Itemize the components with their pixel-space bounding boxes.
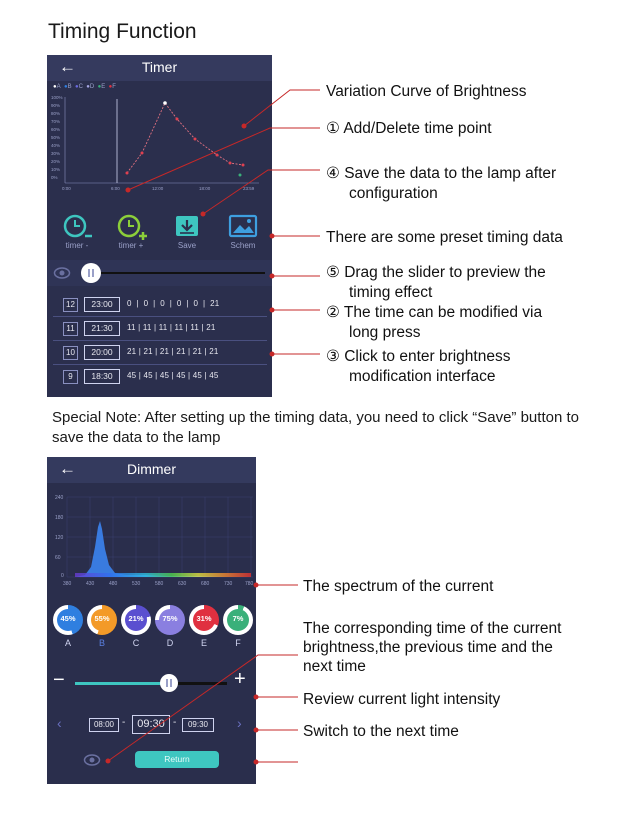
x-tick: 580 xyxy=(155,581,164,587)
y-tick: 100% xyxy=(51,95,63,100)
curve-point xyxy=(229,162,232,165)
timer-header xyxy=(47,55,272,81)
row-values[interactable]: 0 | 0 | 0 | 0 | 0 | 21 xyxy=(127,299,220,308)
x-tick: 630 xyxy=(178,581,187,587)
channel-row xyxy=(47,605,256,653)
channel-label: F xyxy=(235,638,241,648)
curve-point xyxy=(194,138,197,141)
y-tick: 60 xyxy=(55,555,61,561)
legend-a: ●A xyxy=(53,84,61,90)
spectrum-x-labels xyxy=(63,581,254,587)
channel-c-dial[interactable] xyxy=(121,605,151,635)
callout-drag-2: timing effect xyxy=(349,284,433,301)
curve-point xyxy=(216,154,219,157)
timer-screen xyxy=(47,55,272,397)
return-label: Return xyxy=(164,754,190,764)
timer-plus-button[interactable] xyxy=(109,213,153,253)
timing-row[interactable] xyxy=(47,343,271,363)
callout-add-delete: ① Add/Delete time point xyxy=(326,120,492,137)
next-time-box[interactable]: 09:30 xyxy=(182,718,214,732)
callout-save-2: configuration xyxy=(349,185,438,202)
prev-time-box[interactable]: 08:00 xyxy=(89,718,119,732)
preview-slider-handle[interactable] xyxy=(81,263,101,283)
y-tick: 240 xyxy=(55,495,64,501)
time-nav-row xyxy=(47,713,256,737)
channel-percent: 7% xyxy=(232,614,244,623)
channel-label: E xyxy=(200,638,207,648)
channel-percent: 31% xyxy=(196,614,212,623)
channel-label: D xyxy=(166,638,174,648)
channel-f-dial[interactable] xyxy=(223,605,253,635)
y-tick: 0% xyxy=(51,175,58,180)
y-tick: 10% xyxy=(51,167,61,172)
callout-time-1: ② The time can be modified via xyxy=(326,304,543,321)
channel-percent: 55% xyxy=(94,614,110,623)
return-button[interactable] xyxy=(135,751,219,768)
curve-point xyxy=(242,164,245,167)
spectrum-band xyxy=(75,573,251,577)
scheme-label: Schem xyxy=(230,241,256,250)
y-tick: 120 xyxy=(55,535,64,541)
curve-point xyxy=(141,152,144,155)
clock-minus-icon xyxy=(55,213,99,241)
y-tick: 90% xyxy=(51,103,61,108)
row-divider xyxy=(53,316,267,317)
callout-switch: Switch to the next time xyxy=(303,723,459,740)
x-tick: 530 xyxy=(132,581,141,587)
x-tick: 480 xyxy=(109,581,118,587)
callout-curve: Variation Curve of Brightness xyxy=(326,83,527,100)
row-values[interactable]: 45 | 45 | 45 | 45 | 45 | 45 xyxy=(127,371,219,380)
row-time[interactable]: 20:00 xyxy=(84,345,120,360)
channel-percent: 45% xyxy=(60,614,76,623)
intensity-row xyxy=(47,668,256,695)
y-tick: 180 xyxy=(55,515,64,521)
channel-label: A xyxy=(64,638,71,648)
curve-points xyxy=(126,102,245,175)
special-note: Special Note: After setting up the timing data, you need to click “Save” button to save the data to the lamp xyxy=(52,409,579,446)
current-time-box[interactable]: 09:30 xyxy=(132,715,170,734)
channel-percent: 21% xyxy=(128,614,144,623)
timer-plus-label: timer + xyxy=(118,241,144,250)
channel-a-dial[interactable] xyxy=(53,605,83,635)
legend-c: ●C xyxy=(74,84,83,90)
y-tick: 0 xyxy=(61,573,64,579)
preview-slider-track[interactable] xyxy=(87,272,265,274)
dimmer-screen xyxy=(47,457,256,784)
callout-corr-3: next time xyxy=(303,658,366,675)
scheme-button[interactable] xyxy=(221,213,265,253)
timing-table xyxy=(47,293,272,393)
x-tick: 380 xyxy=(63,581,72,587)
y-tick: 70% xyxy=(51,119,61,124)
arrow-left-icon[interactable]: ← xyxy=(59,459,76,478)
channel-e-dial[interactable] xyxy=(189,605,219,635)
row-index: 9 xyxy=(63,370,78,384)
y-tick: 20% xyxy=(51,159,61,164)
timer-minus-label: timer - xyxy=(65,241,89,250)
plus-button[interactable]: + xyxy=(234,668,246,690)
x-tick: 6:00 xyxy=(111,186,120,191)
brightness-curve xyxy=(127,103,243,173)
callout-spectrum: The spectrum of the current xyxy=(303,578,494,595)
row-index: 10 xyxy=(63,346,78,360)
dimmer-header xyxy=(47,457,256,483)
x-axis-labels xyxy=(62,186,255,191)
legend-e: ●E xyxy=(97,84,106,90)
callout-corr-1: The corresponding time of the current xyxy=(303,620,562,637)
timer-title: Timer xyxy=(141,59,178,75)
next-time-arrow[interactable]: › xyxy=(237,715,242,731)
row-divider xyxy=(53,340,267,341)
curve-point-green xyxy=(239,174,242,177)
channel-percent: 75% xyxy=(162,614,178,623)
save-download-icon xyxy=(165,213,209,241)
x-tick: 680 xyxy=(201,581,210,587)
legend-b: ●B xyxy=(63,84,72,90)
channel-b-dial[interactable] xyxy=(87,605,117,635)
row-values[interactable]: 21 | 21 | 21 | 21 | 21 | 21 xyxy=(127,347,219,356)
row-time[interactable]: 21:30 xyxy=(84,321,120,336)
x-tick: 430 xyxy=(86,581,95,587)
intensity-slider-fill xyxy=(75,682,169,685)
spectrum-curve xyxy=(75,521,227,577)
intensity-slider-handle[interactable] xyxy=(160,674,178,692)
x-tick: 730 xyxy=(224,581,233,587)
page-title: Timing Function xyxy=(48,20,197,43)
callout-review: Review current light intensity xyxy=(303,691,501,708)
legend-f: ●F xyxy=(108,84,116,90)
channel-label: B xyxy=(98,638,105,648)
callout-preset: There are some preset timing data xyxy=(326,229,563,246)
spectrum-chart xyxy=(47,487,256,593)
x-tick: 12:00 xyxy=(152,186,164,191)
clock-plus-icon xyxy=(109,213,153,241)
scheme-image-icon xyxy=(221,213,265,241)
save-button[interactable] xyxy=(165,213,209,253)
curve-point xyxy=(176,118,179,121)
minus-button[interactable]: − xyxy=(53,669,65,691)
brightness-curve-chart xyxy=(47,93,272,193)
eye-icon[interactable] xyxy=(83,753,101,767)
arrow-left-icon[interactable]: ← xyxy=(59,57,76,76)
callout-save-1: ④ Save the data to the lamp after xyxy=(326,165,557,182)
x-tick: 0:00 xyxy=(62,186,71,191)
row-index: 12 xyxy=(63,298,78,312)
y-tick: 50% xyxy=(51,135,61,140)
timing-row[interactable] xyxy=(47,295,271,315)
legend-d: ●D xyxy=(86,84,95,90)
timing-row[interactable] xyxy=(47,319,271,339)
time-dash: - xyxy=(173,717,177,728)
timing-row[interactable] xyxy=(47,367,271,387)
curve-point-white xyxy=(163,101,167,105)
channel-label: C xyxy=(132,638,140,648)
channel-d-dial[interactable] xyxy=(155,605,185,635)
callout-corr-2: brightness,the previous time and the xyxy=(303,639,553,656)
y-axis-labels xyxy=(51,95,63,180)
y-tick: 30% xyxy=(51,151,61,156)
save-label: Save xyxy=(177,241,197,250)
callout-time-2: long press xyxy=(349,324,421,341)
time-dash: - xyxy=(122,717,126,728)
preview-slider-row xyxy=(47,260,272,286)
x-tick: 23:59 xyxy=(243,186,255,191)
dimmer-title: Dimmer xyxy=(127,461,176,477)
timer-minus-button[interactable] xyxy=(55,213,99,253)
row-divider xyxy=(53,364,267,365)
x-tick: 780 xyxy=(245,581,254,587)
callout-click-2: modification interface xyxy=(349,368,496,385)
curve-point xyxy=(126,172,129,175)
callout-click-1: ③ Click to enter brightness xyxy=(326,348,511,365)
callout-drag-1: ⑤ Drag the slider to preview the xyxy=(326,264,546,281)
eye-icon[interactable] xyxy=(53,266,71,280)
row-time[interactable]: 18:30 xyxy=(84,369,120,384)
row-values[interactable]: 11 | 11 | 11 | 11 | 11 | 21 xyxy=(127,323,216,332)
y-tick: 60% xyxy=(51,127,61,132)
x-tick: 18:00 xyxy=(199,186,211,191)
y-tick: 40% xyxy=(51,143,61,148)
spectrum-y-labels xyxy=(55,495,64,579)
row-time[interactable]: 23:00 xyxy=(84,297,120,312)
y-tick: 80% xyxy=(51,111,61,116)
prev-time-arrow[interactable]: ‹ xyxy=(57,715,62,731)
row-index: 11 xyxy=(63,322,78,336)
